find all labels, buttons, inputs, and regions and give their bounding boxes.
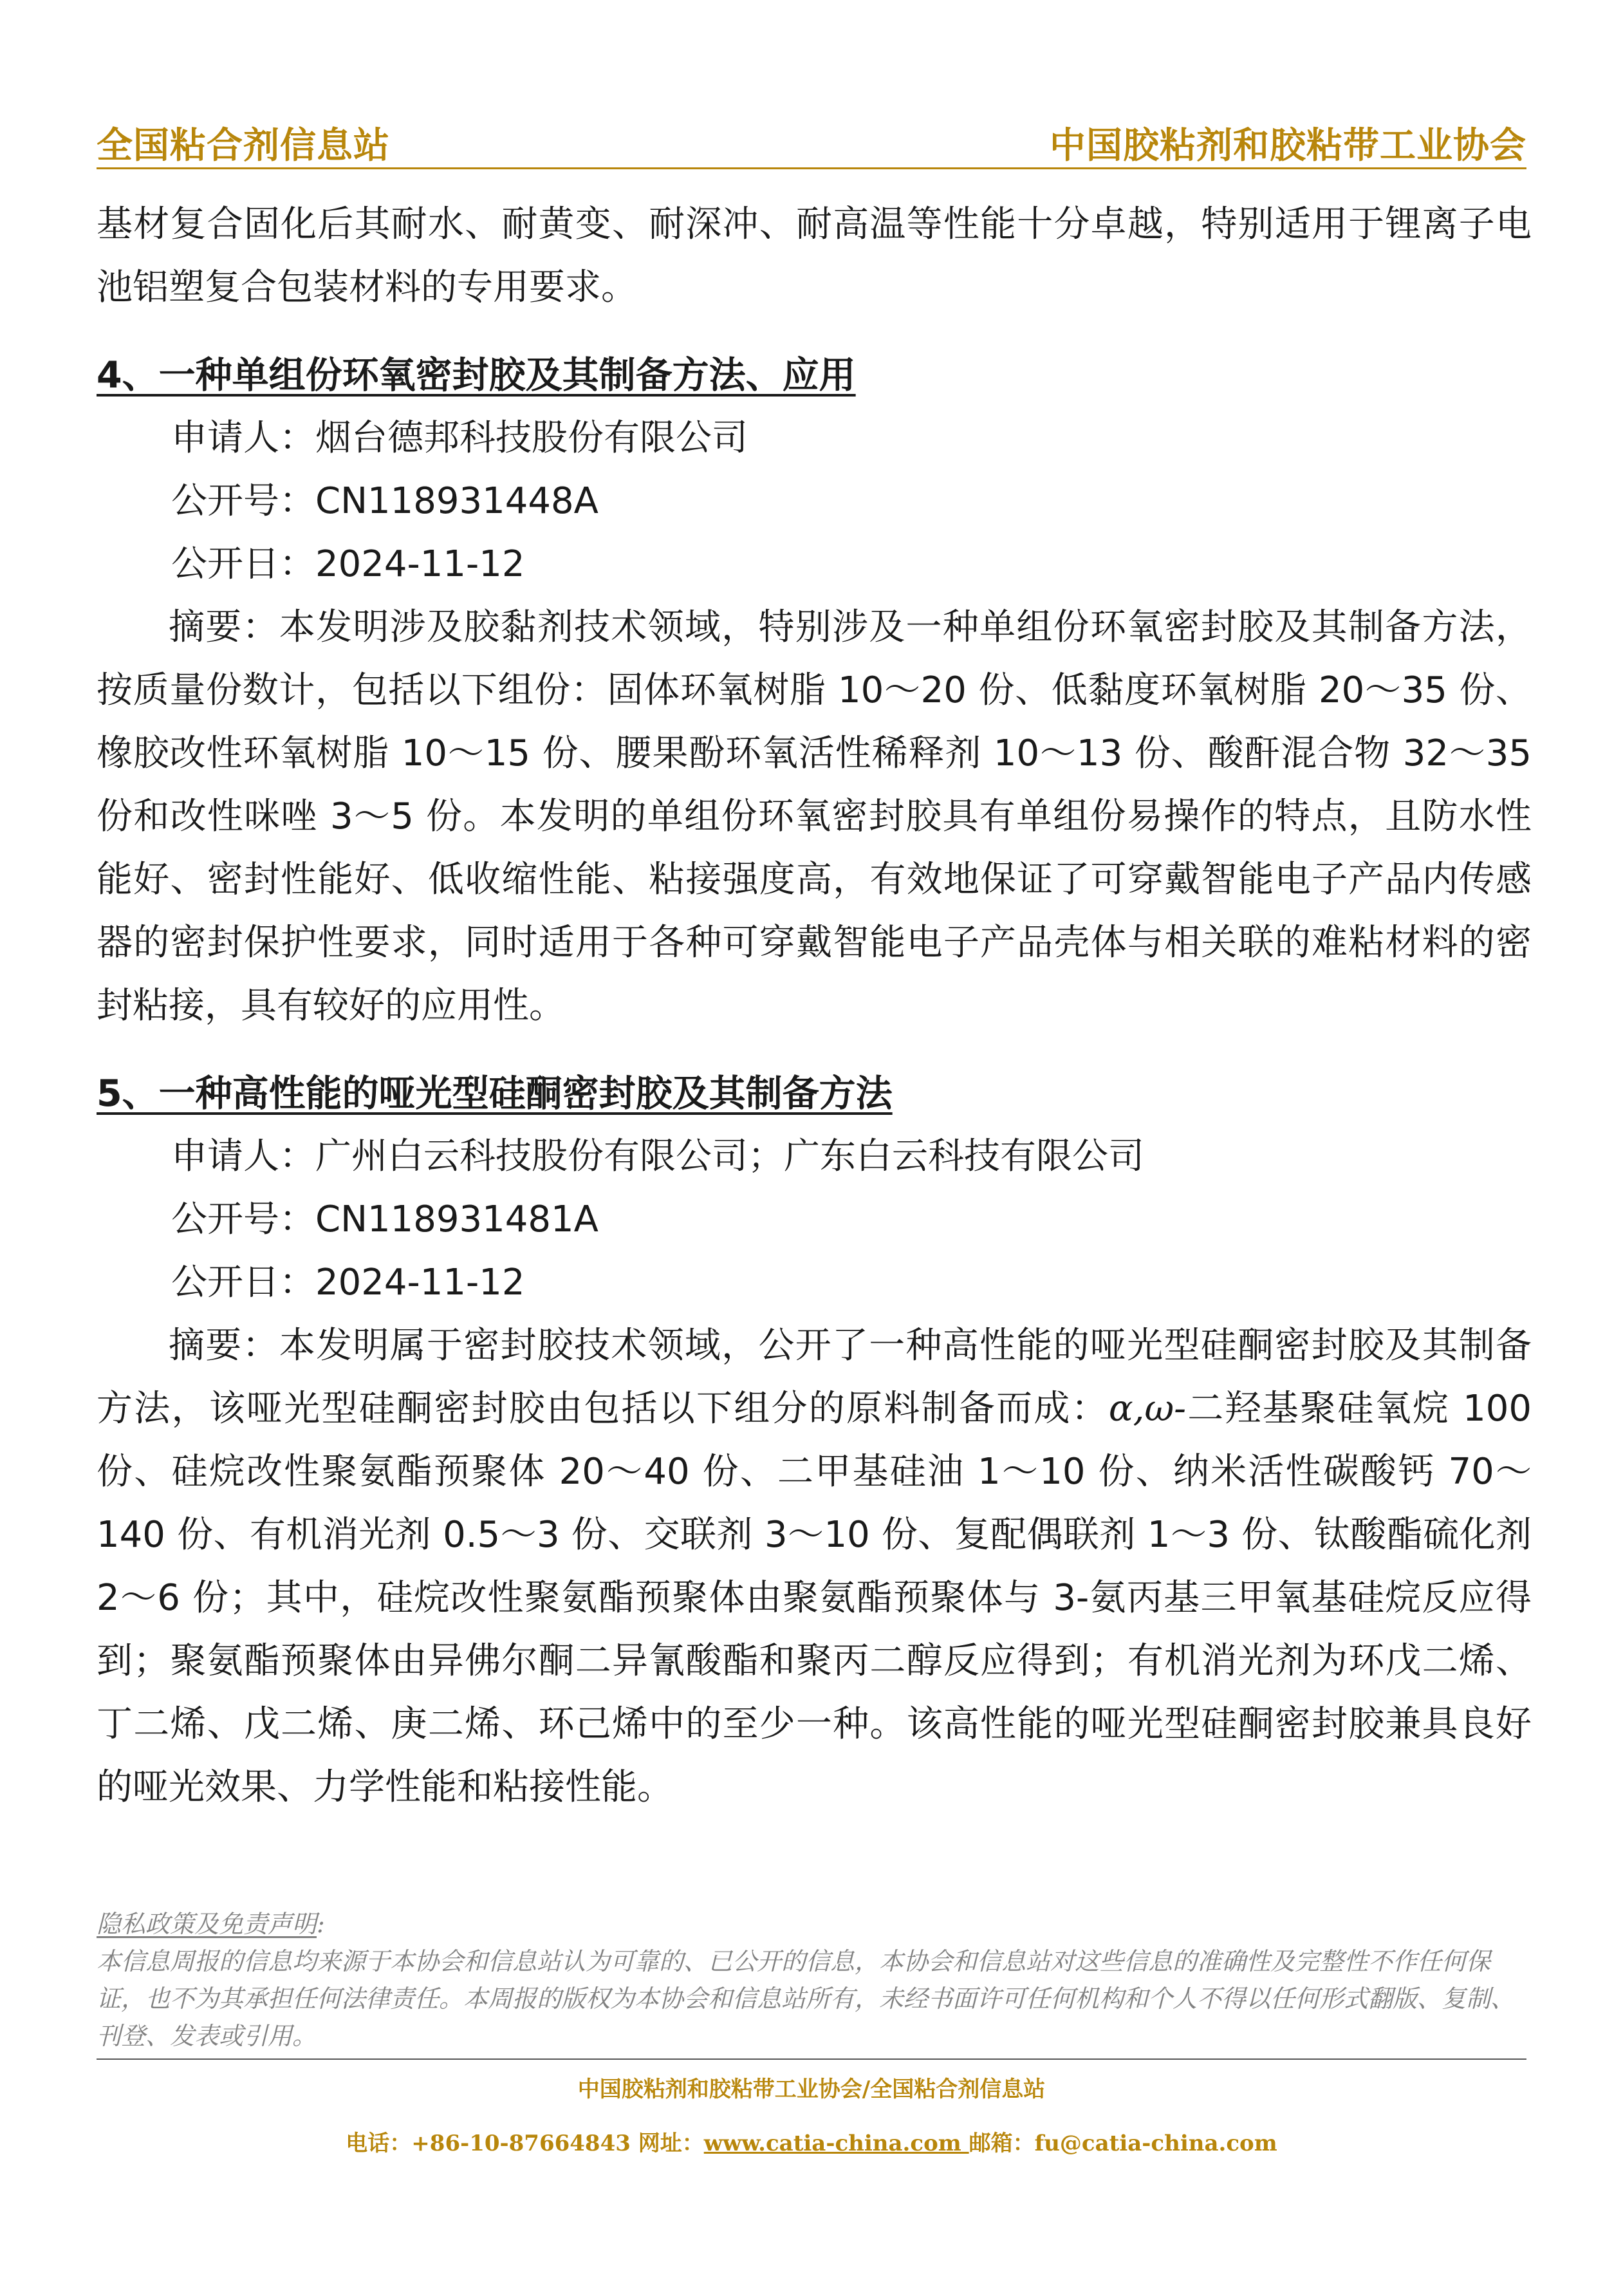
footer-org: 中国胶粘剂和胶粘带工业协会/全国粘合剂信息站 bbox=[577, 2077, 1046, 2102]
alpha-omega-symbol: α,ω- bbox=[1108, 1388, 1187, 1430]
association-name: 中国胶粘剂和胶粘带工业协会 bbox=[1050, 125, 1526, 167]
patent-entry-4 bbox=[97, 344, 1532, 1038]
section-title: 4、一种单组份环氧密封胶及其制备方法、应用 bbox=[97, 354, 856, 397]
website-link[interactable]: www.catia-china.com bbox=[703, 2131, 969, 2156]
section-title: 5、一种高性能的哑光型硅酮密封胶及其制备方法 bbox=[97, 1072, 893, 1115]
disclaimer-title: 隐私政策及免责声明 bbox=[97, 1910, 317, 1938]
applicant: 申请人：烟台德邦科技股份有限公司 bbox=[171, 417, 748, 459]
publication-date: 公开日：2024-11-12 bbox=[171, 543, 525, 585]
footer-email: 邮箱：fu@catia-china.com bbox=[969, 2131, 1277, 2156]
page-header bbox=[97, 109, 1526, 169]
footer-divider bbox=[97, 2058, 1526, 2060]
applicant: 申请人：广州白云科技股份有限公司；广东白云科技有限公司 bbox=[171, 1135, 1144, 1177]
patent-entry-5 bbox=[97, 1062, 1532, 1819]
publication-number: 公开号：CN118931481A bbox=[171, 1199, 598, 1240]
footer-contact bbox=[0, 2125, 1623, 2157]
abstract: 摘要：本发明涉及胶黏剂技术领域，特别涉及一种单组份环氧密封胶及其制备方法，按质量份数计，包括以下组份：固体环氧树脂 10～20 份、低黏度环氧树脂 20～35 份、橡胶改性环氧树脂 10～15 份、腰果酚环氧活性稀释剂 10～13 份、酸酐混合物 32～35 份和改性咪唑 3～5 份。本发明的单组份环氧密封胶具有单组份易操作的特点，且防水性能好、密封性能好、低收缩性能、粘接强度高，有效地保证了可穿戴智能电子产品内传感器的密封保护性要求，同时适用于各种可穿戴智能电子产品壳体与相关联的难粘材料的密封粘接，具有较好的应用性。 bbox=[97, 606, 1532, 1027]
footer-phone: 电话：+86-10-87664843 网址： bbox=[346, 2131, 704, 2156]
abstract bbox=[97, 1314, 1532, 1819]
abstract-text-start: 摘要：本发明属于密封胶技术领域，公开了一种高性能的哑光型硅酮密封胶及其制备方法，该哑光型硅酮密封胶由包括以下组分的原料制备而成： bbox=[97, 1325, 1532, 1430]
publication-date: 公开日：2024-11-12 bbox=[171, 1262, 525, 1303]
intro-paragraph: 基材复合固化后其耐水、耐黄变、耐深冲、耐高温等性能十分卓越，特别适用于锂离子电池铝塑复合包装材料的专用要求。 bbox=[97, 203, 1532, 308]
disclaimer-colon: : bbox=[317, 1910, 325, 1938]
disclaimer-body: 本信息周报的信息均来源于本协会和信息站认为可靠的、已公开的信息，本协会和信息站对这些信息的准确性及完整性不作任何保证，也不为其承担任何法律责任。本周报的版权为本协会和信息站所有，未经书面许可任何机构和个人不得以任何形式翻版、复制、刊登、发表或引用。 bbox=[97, 1947, 1516, 2050]
publication-number: 公开号：CN118931448A bbox=[171, 480, 598, 522]
site-name: 全国粘合剂信息站 bbox=[97, 125, 390, 167]
main-content bbox=[97, 193, 1532, 1819]
disclaimer bbox=[97, 1905, 1532, 2055]
disclaimer-heading bbox=[97, 1905, 1532, 1943]
abstract-text-end: 二羟基聚硅氧烷 100 份、硅烷改性聚氨酯预聚体 20～40 份、二甲基硅油 1～10 份、纳米活性碳酸钙 70～140 份、有机消光剂 0.5～3 份、交联剂 3～10 份、复配偶联剂 1～3 份、钛酸酯硫化剂 2～6 份；其中，硅烷改性聚氨酯预聚体由聚氨酯预聚体与 3-氨丙基三甲氧基硅烷反应得到；聚氨酯预聚体由异佛尔酮二异氰酸酯和聚丙二醇反应得到；有机消光剂为环戊二烯、丁二烯、戊二烯、庚二烯、环己烯中的至少一种。该高性能的哑光型硅酮密封胶兼具良好的哑光效果、力学性能和粘接性能。 bbox=[97, 1388, 1532, 1808]
